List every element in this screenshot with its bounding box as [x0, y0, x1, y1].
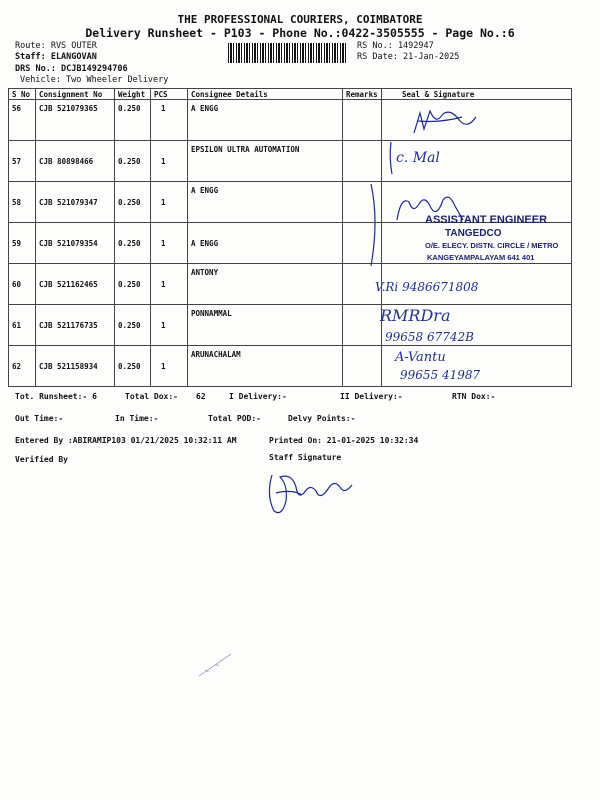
- table-header-row: [9, 89, 572, 100]
- total-runsheet: Tot. Runsheet:- 6: [15, 392, 97, 401]
- cell-consignee: A ENGG: [188, 223, 343, 264]
- cell-consignment: CJB 521079354: [36, 223, 115, 264]
- out-time-label: Out Time:-: [15, 414, 64, 423]
- cell-consignee: PONNAMMAL: [188, 305, 343, 346]
- handwriting-row-60: V.Ri 9486671808: [375, 280, 479, 294]
- in-time-label: In Time:-: [115, 414, 159, 423]
- signature-row-56: [400, 103, 480, 143]
- cell-pcs: 1: [151, 223, 188, 264]
- i-delivery-label: I Delivery:-: [229, 392, 287, 401]
- cell-weight: 0.250: [115, 100, 151, 141]
- cell-consignee: ANTONY: [188, 264, 343, 305]
- cell-remarks: [343, 141, 382, 182]
- cell-consignment: CJB 521079347: [36, 182, 115, 223]
- route-label: Route: RVS OUTER: [15, 41, 97, 51]
- handwriting-row-62-phone: 99655 41987: [400, 368, 481, 382]
- cell-weight: 0.250: [115, 264, 151, 305]
- barcode: [228, 43, 348, 63]
- table-row: [9, 305, 572, 346]
- table-row: [9, 346, 572, 387]
- runsheet-subtitle: Delivery Runsheet - P103 - Phone No.:0422-3505555 - Page No.:6: [85, 26, 515, 40]
- cell-consignment: CJB 521176735: [36, 305, 115, 346]
- cell-pcs: 1: [151, 346, 188, 387]
- handwriting-row-61-name: RMRDra: [380, 306, 451, 325]
- cell-remarks: [343, 346, 382, 387]
- printed-on: Printed On: 21-01-2025 10:32:34: [269, 436, 419, 445]
- entered-by: Entered By :ABIRAMIP103 01/21/2025 10:32:11 AM: [15, 436, 237, 445]
- cell-pcs: 1: [151, 305, 188, 346]
- col-sno: S No: [9, 89, 36, 100]
- col-remarks: Remarks: [343, 89, 382, 100]
- cell-weight: 0.250: [115, 141, 151, 182]
- cell-sno: 59: [9, 223, 36, 264]
- cell-pcs: 1: [151, 264, 188, 305]
- col-pcs: PCS: [151, 89, 188, 100]
- stamp-line-3: O/E. ELECY. DISTN. CIRCLE / METRO: [425, 241, 559, 250]
- vehicle-label: Vehicle: Two Wheeler Delivery: [20, 75, 169, 85]
- staff-signature: [262, 465, 362, 520]
- cell-consignment: CJB 521162465: [36, 264, 115, 305]
- cell-consignment: CJB 521079365: [36, 100, 115, 141]
- cell-consignee: EPSILON ULTRA AUTOMATION: [188, 141, 343, 182]
- total-dox-label: Total Dox:-: [125, 392, 178, 401]
- col-consignee: Consignee Details: [188, 89, 343, 100]
- table-row: [9, 141, 572, 182]
- cell-weight: 0.250: [115, 346, 151, 387]
- delvy-points-label: Delvy Points:-: [288, 414, 356, 423]
- cell-remarks: [343, 305, 382, 346]
- cell-sno: 56: [9, 100, 36, 141]
- cell-consignment: CJB 521158934: [36, 346, 115, 387]
- bracket-stroke-row-58-59: [365, 180, 385, 270]
- cell-pcs: 1: [151, 141, 188, 182]
- staff-signature-label: Staff Signature: [269, 453, 342, 462]
- cell-remarks: [343, 100, 382, 141]
- drs-number: DRS No.: DCJB149294706: [15, 64, 128, 74]
- verified-by-label: Verified By: [15, 455, 68, 464]
- ii-delivery-label: II Delivery:-: [340, 392, 403, 401]
- cell-sno: 57: [9, 141, 36, 182]
- col-seal-signature: Seal & Signature: [382, 89, 572, 100]
- cell-consignee: A ENGG: [188, 100, 343, 141]
- cell-sno: 60: [9, 264, 36, 305]
- cell-weight: 0.250: [115, 305, 151, 346]
- table-row: [9, 264, 572, 305]
- stamp-line-2: TANGEDCO: [445, 228, 502, 239]
- cell-sno: 61: [9, 305, 36, 346]
- cell-consignment: CJB 80898466: [36, 141, 115, 182]
- handwriting-row-62-name: A-Vantu: [395, 350, 446, 365]
- rtn-dox-label: RTN Dox:-: [452, 392, 496, 401]
- handwriting-row-61-phone: 99658 67742B: [385, 330, 474, 344]
- company-title: THE PROFESSIONAL COURIERS, COIMBATORE: [177, 13, 423, 26]
- stamp-line-4: KANGEYAMPALAYAM 641 401: [427, 253, 535, 262]
- cell-weight: 0.250: [115, 223, 151, 264]
- handwriting-row-57: c. Mal: [396, 150, 440, 166]
- col-consignment: Consignment No: [36, 89, 115, 100]
- cell-pcs: 1: [151, 182, 188, 223]
- rs-date: RS Date: 21-Jan-2025: [357, 52, 460, 62]
- rs-number: RS No.: 1492947: [357, 41, 434, 51]
- cell-sno: 62: [9, 346, 36, 387]
- cell-weight: 0.250: [115, 182, 151, 223]
- cell-sno: 58: [9, 182, 36, 223]
- cell-consignee: ARUNACHALAM: [188, 346, 343, 387]
- table-row: [9, 100, 572, 141]
- total-dox-value: 62: [196, 392, 206, 401]
- cell-pcs: 1: [151, 100, 188, 141]
- cell-consignee: A ENGG: [188, 182, 343, 223]
- total-pod-label: Total POD:-: [208, 414, 261, 423]
- faint-mark: [195, 650, 235, 680]
- col-weight: Weight: [115, 89, 151, 100]
- stamp-line-1: ASSISTANT ENGINEER: [425, 214, 548, 226]
- staff-label: Staff: ELANGOVAN: [15, 52, 97, 62]
